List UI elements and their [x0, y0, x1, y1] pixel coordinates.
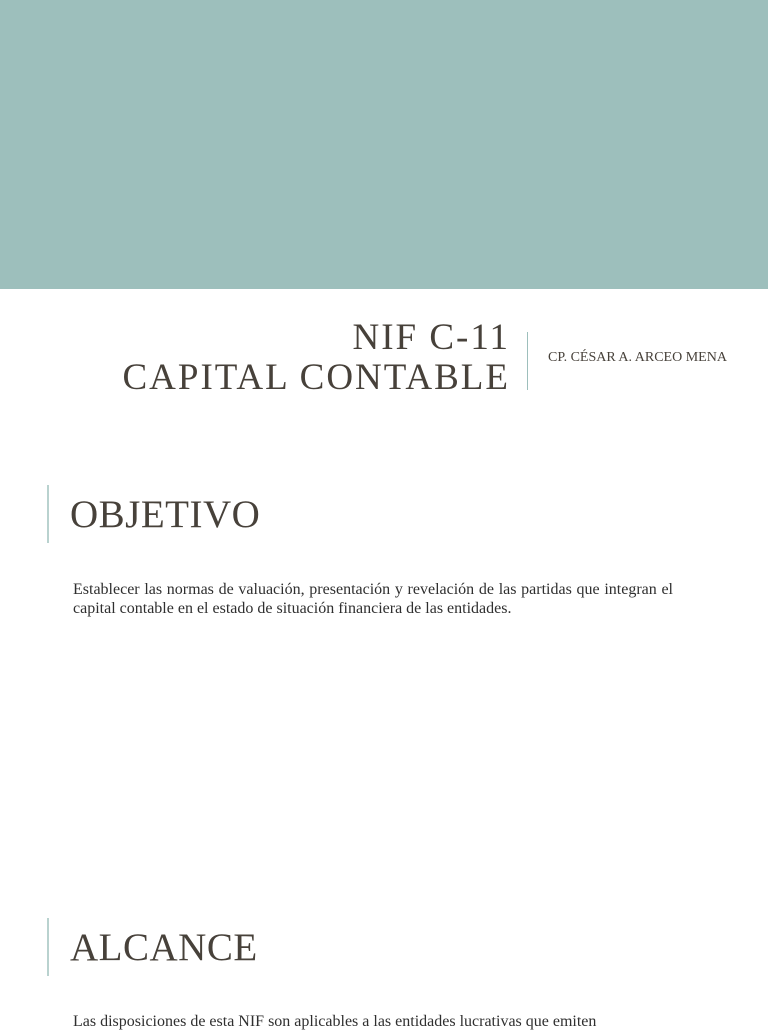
page-title [123, 318, 511, 398]
alcance-text: Las disposiciones de esta NIF son aplicables a las entidades lucrativas que emiten [73, 1013, 597, 1030]
objetivo-heading: OBJETIVO [70, 493, 261, 536]
objetivo-text: Establecer las normas de valuación, presentación y revelación de las partidas que integran el capital contable en el estado de situación financiera de las entidades. [73, 581, 673, 617]
alcance-accent-bar [47, 918, 49, 976]
title-line-1: NIF C-11 [352, 317, 510, 358]
title-banner [0, 0, 768, 289]
author-name: CP. CÉSAR A. ARCEO MENA [548, 350, 727, 365]
title-divider [527, 332, 528, 390]
title-line-2: CAPITAL CONTABLE [122, 357, 510, 398]
alcance-heading: ALCANCE [70, 926, 258, 969]
objetivo-accent-bar [47, 485, 49, 543]
